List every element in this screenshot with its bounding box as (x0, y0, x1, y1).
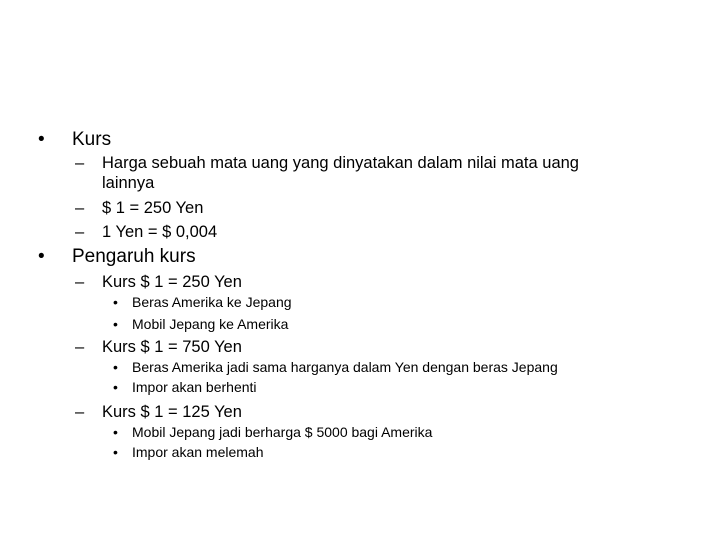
group-point-text: Mobil Jepang ke Amerika (132, 316, 289, 332)
sub-bullet-marker: • (113, 379, 118, 395)
kurs-item-inverse (75, 222, 217, 242)
dash-marker: – (75, 154, 85, 172)
group-point (113, 316, 288, 333)
kurs-definition-text (102, 153, 579, 193)
heading-pengaruh: Pengaruh kurs (72, 246, 196, 267)
group-label: Kurs $ 1 = 125 Yen (102, 403, 242, 421)
group-point-text: Beras Amerika jadi sama harganya dalam Yen dengan beras Jepang (132, 359, 558, 375)
bullet-kurs (38, 129, 111, 151)
sub-bullet-marker: • (113, 359, 118, 375)
dash-marker: – (75, 273, 85, 291)
kurs-rate-text: $ 1 = 250 Yen (102, 199, 204, 217)
group-point-text: Impor akan berhenti (132, 379, 257, 395)
pengaruh-group-250 (75, 272, 242, 292)
bullet-pengaruh (38, 246, 196, 268)
group-point-text: Beras Amerika ke Jepang (132, 294, 292, 310)
bullet-marker: • (38, 129, 45, 150)
group-label: Kurs $ 1 = 750 Yen (102, 338, 242, 356)
kurs-item-rate (75, 198, 203, 218)
group-point-text: Mobil Jepang jadi berharga $ 5000 bagi Amerika (132, 424, 433, 440)
group-point (113, 359, 558, 376)
pengaruh-group-125 (75, 402, 242, 422)
group-point-text: Impor akan melemah (132, 444, 264, 460)
kurs-definition-line2: lainnya (102, 174, 155, 192)
sub-bullet-marker: • (113, 316, 118, 332)
pengaruh-group-750 (75, 337, 242, 357)
group-point (113, 444, 264, 461)
dash-marker: – (75, 403, 85, 421)
sub-bullet-marker: • (113, 424, 118, 440)
kurs-definition-line1: Harga sebuah mata uang yang dinyatakan dalam nilai mata uang (102, 154, 579, 172)
group-point (113, 424, 432, 441)
kurs-item-definition (75, 153, 579, 193)
group-point (113, 294, 292, 311)
sub-bullet-marker: • (113, 294, 118, 310)
dash-marker: – (75, 223, 85, 241)
heading-kurs: Kurs (72, 129, 112, 150)
dash-marker: – (75, 338, 85, 356)
kurs-inverse-text: 1 Yen = $ 0,004 (102, 223, 218, 241)
group-label: Kurs $ 1 = 250 Yen (102, 273, 242, 291)
dash-marker: – (75, 199, 85, 217)
sub-bullet-marker: • (113, 444, 118, 460)
group-point (113, 379, 257, 396)
bullet-marker: • (38, 246, 45, 267)
